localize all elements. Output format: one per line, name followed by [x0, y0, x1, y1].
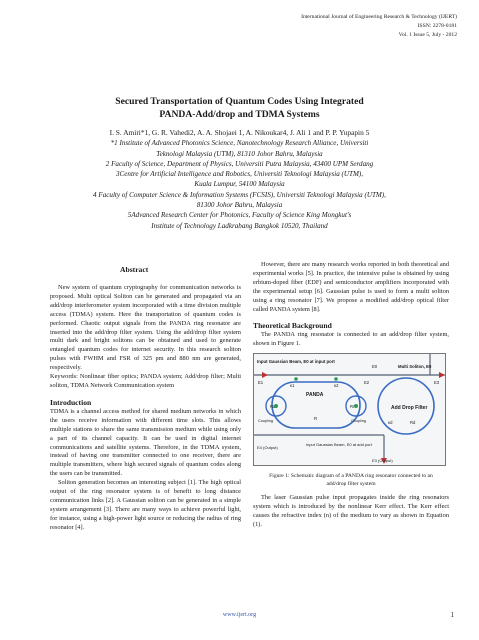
affiliation-1a: *1 Institute of Advanced Photonics Science, Nanotechnology Research Alliance, Universiti	[110, 139, 369, 148]
figure-1-caption: Figure 1: Schematic diagram of a PANDA ring resonator connected to an add/drop filter system	[269, 473, 433, 487]
ring-right-label: Rr	[350, 404, 355, 410]
kappa-d-label: κd	[388, 420, 393, 426]
keywords: Keywords: Nonlinear fiber optics; PANDA system; Add/drop filter; Multi soliton, TDMA Network Communication system	[50, 373, 241, 389]
abstract-body: New system of quantum cryptography for communication networks is proposed. Multi optical Soliton can be generated and propagated via an add/drop interferometer system incorporated with a time division multiple access (TDMA) system. Here the transportation of quantum codes is performed. Chaotic output signals from the PANDA ring resonator are inserted into the add/drop filter system. Using the add/drop filter system multi dark and bright solitons can be obtained and used to generate entangled quantum codes for internet security. In this research soliton pulses with FWHM and FSR of 325 pm and 880 nm are generated, respectively.	[50, 284, 241, 372]
kappa2-label: κ2	[334, 383, 339, 389]
ring-r-label: R	[314, 416, 318, 422]
author-names: I. S. Amiri*1, G. R. Vahedi2, A. A. Shojaei 1, A. Nikoukar4, J. Ali 1 and P. P. Yupapin 5	[109, 128, 370, 137]
rd-label: Rd	[410, 420, 416, 426]
panda-schematic-diagram	[254, 354, 445, 465]
right-paragraph-2: The laser Gaussian pulse input propagates inside the ring resonators system which is introduced by the nonlinear Kerr effect. The Kerr effect causes the refractive index (n) of the medium to vary as shown in Equation (1).	[253, 494, 449, 528]
affiliation-3a: 3Centre for Artificial Intelligence and Robotics, Universiti Teknologi Malaysia (UTM),	[115, 170, 363, 179]
input-arrow	[262, 372, 268, 378]
kappa1-label: κ1	[290, 383, 295, 389]
add-drop-filter-label: Add Drop Filter	[391, 405, 428, 412]
right-coupler-dot	[354, 404, 358, 408]
affiliation-2: 2 Faculty of Science, Department of Physics, Universiti Putra Malaysia, 43400 UPM Serdang	[105, 159, 374, 168]
page-number: 1	[450, 611, 454, 619]
affiliation-3b: Kuala Lumpur, 54100 Malaysia	[194, 180, 285, 189]
output-arrow	[439, 372, 445, 378]
affiliation-1b: Teknologi Malaysia (UTM), 81310 Johor Bahru, Malaysia	[156, 149, 323, 158]
left-coupling-label: Coupling	[258, 419, 273, 424]
right-paragraph-1: However, there are many research works reported in both theoretical and experimental works [5]. In practice, the intensive pulse is obtained by using erbium-doped fiber (EDF) and semiconductor amplifiers incorporated with the experimental setup [6]. Gaussian pulse is used to form a multi soliton using a ring resonator [7]. We propose a modified add/drop optical filter called PANDA system [8].	[253, 261, 449, 313]
input-beam-label: Input Gaussian Beam, E0 at input port	[257, 359, 335, 365]
right-coupling-label: Coupling	[351, 419, 366, 424]
theoretical-background-heading: Theoretical Background	[253, 321, 332, 331]
background-paragraph: The PANDA ring resonator is connected to an add/drop filter system, shown in Figure 1.	[253, 331, 449, 348]
issn: ISSN: 2278-0181	[417, 23, 457, 29]
ring-left-label: RL	[270, 404, 276, 410]
introduction-paragraph-1: TDMA is a channel access method for shared medium networks in which the users receive information with different time slots. This allows multiple stations to share the same transmission medium while using only a part of its channel capacity. It can be used in digital internet communications and satellite systems. Therefore, in the TDMA system, instead of having one transmitter connected to one receiver, there are multiple transmitters, where high secured signals of quantum codes along the users can be transmitted.	[50, 407, 241, 478]
title-line-1: Secured Transportation of Quantum Codes Using Integrated	[115, 96, 364, 107]
right-column	[253, 261, 449, 530]
author-block	[18, 128, 461, 231]
panda-label: PANDA	[306, 392, 324, 399]
e3-label: E3	[434, 380, 440, 386]
through-output-label: E3 (Output)	[372, 458, 393, 464]
affiliation-5a: 5Advanced Research Center for Photonics, Faculty of Science King Mongkut's	[127, 211, 352, 220]
multi-soliton-label: Multi Soliton, E0	[398, 364, 432, 370]
affiliation-4a: 4 Faculty of Computer Science & Information Systems (FCSIS), Universiti Teknologi Malaysia (UTM),	[93, 190, 386, 199]
abstract-heading: Abstract	[120, 265, 149, 274]
introduction-paragraph-2: Soliton generation becomes an interesting subject [1]. The high optical output of the ring resonator system is of benefit to long distance communication links [2]. A Gaussian soliton can be generated in a simple system arrangement [3]. There are many ways to achieve powerful light, for instance, using a high-power light source or reducing the radius of ring resonator [4].	[50, 479, 241, 531]
soliton-e-label: E0	[372, 364, 378, 370]
running-head	[301, 13, 457, 40]
title-line-2: PANDA-Add/drop and TDMA Systems	[159, 108, 320, 120]
affiliation-5b: Institute of Technology Ladkrabang Bangkok 10520, Thailand	[151, 221, 328, 230]
e1-label: E1	[258, 380, 264, 386]
volume-issue: Vol. 1 Issue 5, July - 2012	[398, 32, 457, 38]
add-port-label: Input Gaussian Beam, E0 at add port	[306, 442, 372, 448]
figure-1-schematic	[253, 353, 446, 466]
e2-label: E2	[364, 380, 370, 386]
drop-output-label: E4 (Output)	[257, 445, 278, 451]
paper-title	[0, 96, 479, 121]
affiliation-4b: 81300 Johor Bahru, Malaysia	[196, 201, 283, 210]
panda-center-ring	[272, 382, 360, 428]
journal-name: International Journal of Engineering Research & Technology (IJERT)	[301, 14, 457, 20]
left-column	[50, 284, 241, 533]
introduction-heading: Introduction	[50, 397, 92, 407]
footer-url-link[interactable]: www.ijert.org	[222, 612, 257, 618]
